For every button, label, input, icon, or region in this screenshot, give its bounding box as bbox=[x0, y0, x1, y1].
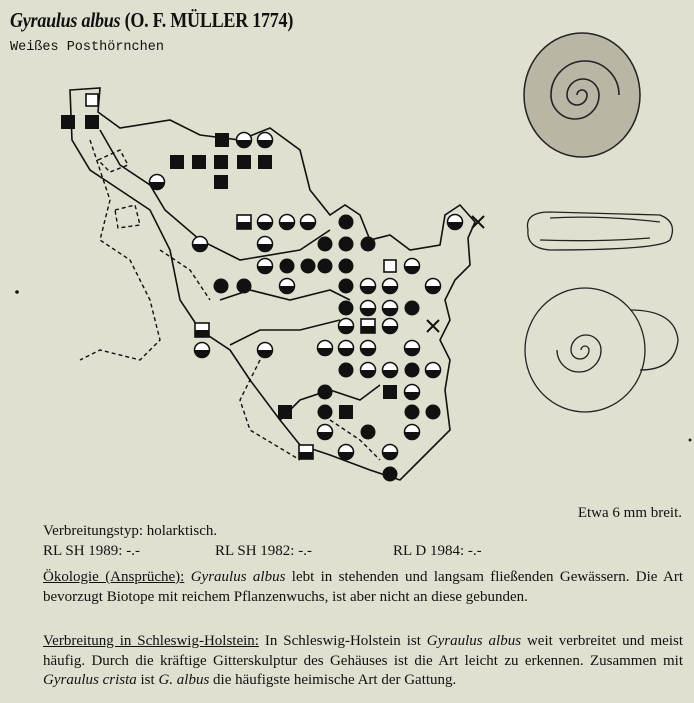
filled-circle-marker bbox=[280, 259, 295, 274]
half-circle-marker bbox=[195, 343, 210, 358]
half-circle-marker bbox=[339, 341, 354, 356]
shell-bottom-view bbox=[525, 288, 678, 412]
filled-circle-marker bbox=[426, 405, 441, 420]
half-circle-marker bbox=[361, 279, 376, 294]
half-circle-marker bbox=[150, 175, 165, 190]
filled-square-marker bbox=[278, 405, 292, 419]
distribution-map bbox=[0, 70, 500, 490]
half-circle-marker bbox=[383, 301, 398, 316]
half-circle-marker bbox=[405, 425, 420, 440]
half-circle-marker bbox=[383, 445, 398, 460]
district-border bbox=[80, 140, 160, 360]
half-circle-marker bbox=[237, 133, 252, 148]
species-name: Gyraulus albus bbox=[426, 633, 522, 649]
half-circle-marker bbox=[258, 343, 273, 358]
filled-circle-marker bbox=[405, 363, 420, 378]
filled-circle-marker bbox=[318, 237, 333, 252]
filled-square-marker bbox=[61, 115, 75, 129]
half-square-marker bbox=[361, 319, 375, 333]
shell-top-view bbox=[524, 33, 640, 157]
species-author: (O. F. MÜLLER 1774) bbox=[124, 8, 294, 32]
half-circle-marker bbox=[301, 215, 316, 230]
metadata-block bbox=[43, 521, 482, 561]
filled-square-marker bbox=[383, 385, 397, 399]
text: ist bbox=[136, 672, 159, 689]
half-circle-marker bbox=[448, 215, 463, 230]
filled-circle-marker bbox=[339, 279, 354, 294]
open-square-marker bbox=[384, 260, 396, 272]
species-name: Gyraulus crista bbox=[43, 672, 137, 689]
half-circle-marker bbox=[258, 133, 273, 148]
half-circle-marker bbox=[383, 363, 398, 378]
filled-square-marker bbox=[237, 155, 251, 169]
half-circle-marker bbox=[361, 363, 376, 378]
red-list-sh-1982: RL SH 1982: -.- bbox=[215, 543, 312, 559]
half-circle-marker bbox=[383, 279, 398, 294]
half-circle-marker bbox=[280, 215, 295, 230]
filled-circle-marker bbox=[361, 425, 376, 440]
text: In Schleswig-Holstein ist bbox=[258, 633, 427, 649]
filled-square-marker bbox=[192, 155, 206, 169]
cross-marker bbox=[427, 320, 439, 332]
species-name: Gyraulus albus bbox=[10, 8, 121, 32]
island-outline bbox=[98, 150, 128, 172]
common-name: Weißes Posthörnchen bbox=[10, 40, 164, 55]
filled-circle-marker bbox=[318, 259, 333, 274]
half-circle-marker bbox=[405, 259, 420, 274]
filled-circle-marker bbox=[339, 259, 354, 274]
open-square-marker bbox=[86, 94, 98, 106]
cross-marker bbox=[472, 216, 484, 228]
text: die häufigste heimische Art der Gattung. bbox=[209, 672, 457, 689]
filled-circle-marker bbox=[318, 385, 333, 400]
map-dot bbox=[15, 290, 19, 294]
half-circle-marker bbox=[426, 279, 441, 294]
ecology-heading: Ökologie (Ansprüche): bbox=[43, 569, 185, 585]
river bbox=[100, 130, 330, 260]
shell-illustrations bbox=[510, 0, 694, 460]
half-circle-marker bbox=[361, 341, 376, 356]
filled-circle-marker bbox=[339, 237, 354, 252]
filled-circle-marker bbox=[339, 301, 354, 316]
filled-circle-marker bbox=[237, 279, 252, 294]
half-circle-marker bbox=[405, 385, 420, 400]
half-circle-marker bbox=[258, 259, 273, 274]
half-circle-marker bbox=[426, 363, 441, 378]
island-outline bbox=[115, 205, 140, 228]
red-list-d-1984: RL D 1984: -.- bbox=[393, 543, 482, 559]
red-list-sh-1989: RL SH 1989: -.- bbox=[43, 543, 140, 559]
filled-square-marker bbox=[339, 405, 353, 419]
species-name: Gyraulus albus bbox=[190, 569, 286, 585]
half-circle-marker bbox=[258, 237, 273, 252]
half-circle-marker bbox=[193, 237, 208, 252]
filled-square-marker bbox=[215, 133, 229, 147]
filled-circle-marker bbox=[318, 405, 333, 420]
half-circle-marker bbox=[405, 341, 420, 356]
shell-side-view bbox=[527, 212, 672, 250]
half-circle-marker bbox=[318, 425, 333, 440]
half-circle-marker bbox=[339, 319, 354, 334]
filled-circle-marker bbox=[405, 301, 420, 316]
filled-circle-marker bbox=[339, 215, 354, 230]
filled-square-marker bbox=[214, 175, 228, 189]
filled-circle-marker bbox=[301, 259, 316, 274]
half-square-marker bbox=[237, 215, 251, 229]
distribution-paragraph bbox=[43, 632, 683, 691]
filled-square-marker bbox=[258, 155, 272, 169]
filled-circle-marker bbox=[405, 405, 420, 420]
half-circle-marker bbox=[258, 215, 273, 230]
filled-circle-marker bbox=[383, 467, 398, 482]
coastline bbox=[70, 88, 475, 480]
ecology-paragraph bbox=[43, 568, 683, 607]
filled-square-marker bbox=[85, 115, 99, 129]
half-square-marker bbox=[195, 323, 209, 337]
ecology-text: lebt in stehenden und langsam fließenden Gewässern. Die Art bevorzugt Biotope mit reichem Pflanzenwuchs, ist aber nicht an diese gebunden. bbox=[43, 569, 683, 605]
page-title bbox=[10, 8, 293, 33]
species-name: G. albus bbox=[158, 672, 210, 689]
filled-square-marker bbox=[214, 155, 228, 169]
size-caption: Etwa 6 mm breit. bbox=[577, 505, 682, 521]
half-circle-marker bbox=[318, 341, 333, 356]
filled-circle-marker bbox=[214, 279, 229, 294]
half-circle-marker bbox=[383, 319, 398, 334]
half-circle-marker bbox=[280, 279, 295, 294]
distribution-heading: Verbreitung in Schleswig-Holstein: bbox=[43, 633, 259, 649]
filled-square-marker bbox=[170, 155, 184, 169]
half-square-marker bbox=[299, 445, 313, 459]
half-circle-marker bbox=[339, 445, 354, 460]
district-border bbox=[160, 250, 210, 300]
half-circle-marker bbox=[361, 301, 376, 316]
filled-circle-marker bbox=[339, 363, 354, 378]
text: weit verbreitet und meist häufig. Durch die kräftige Gitterskulptur des Gehäuses ist die Art leicht zu erkennen. Zusammen mit bbox=[43, 633, 684, 669]
filled-circle-marker bbox=[361, 237, 376, 252]
distribution-type: Verbreitungstyp: holarktisch. bbox=[43, 523, 218, 539]
